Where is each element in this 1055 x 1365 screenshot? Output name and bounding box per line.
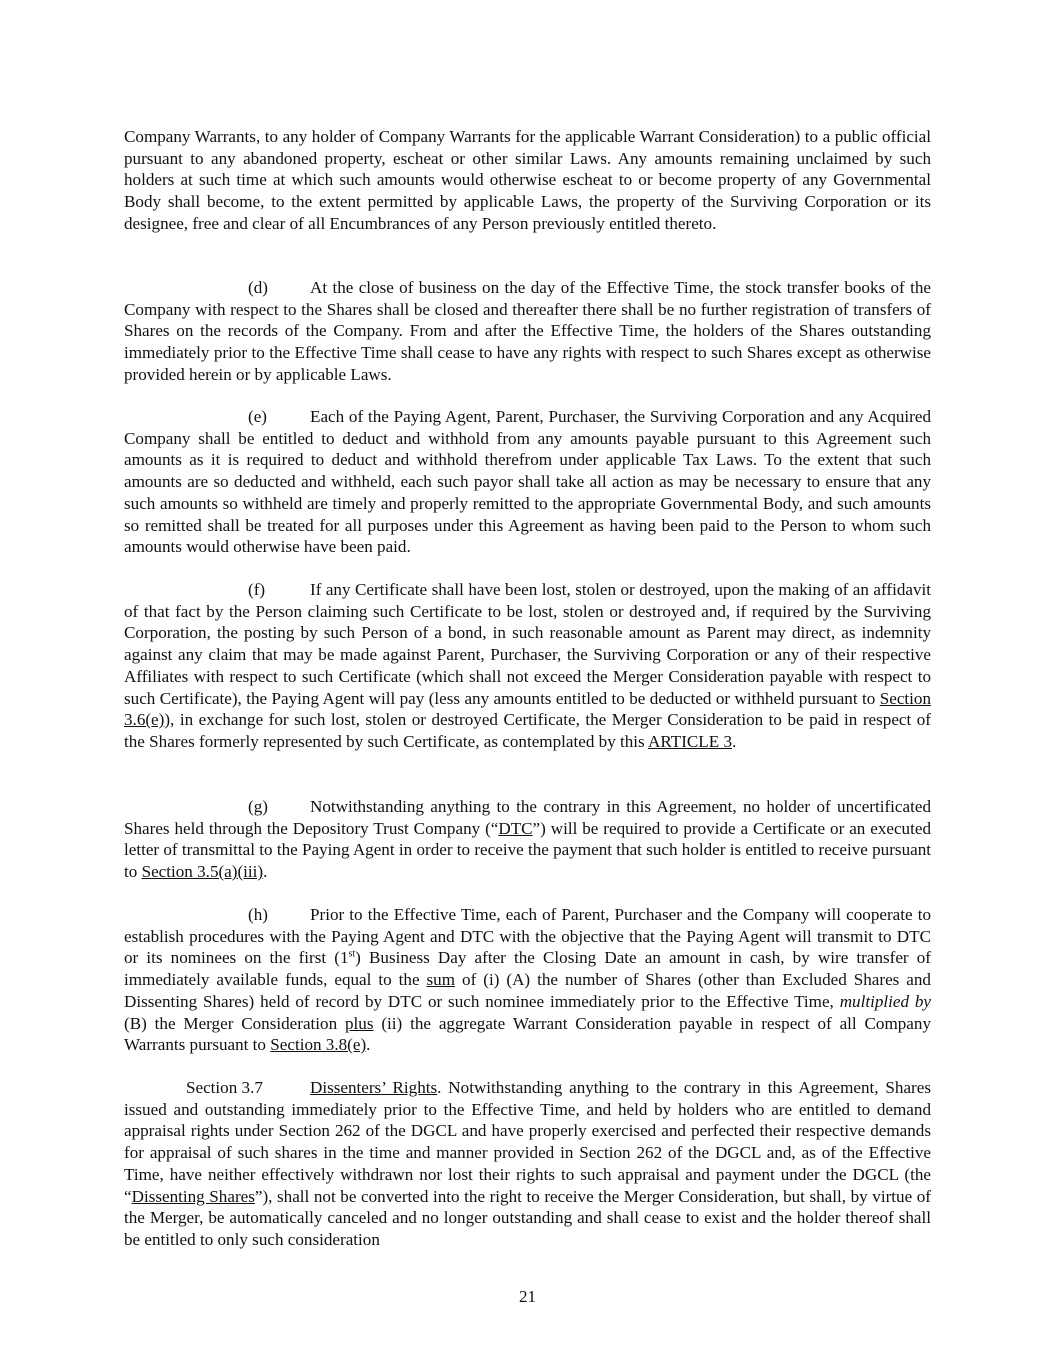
paragraph-h-text-3: of (i) (A) the number of Shares (other than Excluded Shares and Dissenting Shares) held of record by DTC or such nominee immediately prior to the Effective Time, bbox=[124, 970, 931, 1011]
paragraph-h bbox=[124, 904, 931, 1056]
paragraph-g-text-cont: ”) will be required to provide a Certificate or an executed letter of transmittal to the Paying Agent in order to receive the payment that such holder is entitled to receive pursuant to bbox=[124, 818, 931, 882]
section-3-7 bbox=[124, 1077, 931, 1251]
section-3-7-number: Section 3.7 bbox=[186, 1078, 263, 1097]
paragraph-f bbox=[124, 579, 931, 753]
multiplied-by-term: multiplied by bbox=[839, 991, 931, 1011]
article-3-link[interactable]: ARTICLE 3 bbox=[648, 731, 733, 751]
paragraph-h-text-5: (ii) the aggregate Warrant Consideration payable in respect of all Company Warrants pursuant to bbox=[124, 1013, 931, 1055]
paragraph-g-label: (g) bbox=[248, 797, 268, 816]
paragraph-f-text: If any Certificate shall have been lost, stolen or destroyed, upon the making of an affidavit of that fact by the Person claiming such Certificate to be lost, stolen or destroyed and, if required by the Surviving Corporation, the posting by such Person of a bond, in such reasonable amount as Parent may direct, as indemnity against any claim that may be made against Parent, Purchaser, the Surviving Corporation or any of their respective Affiliates with respect to such Certificate (which shall not exceed the Merger Consideration payable with respect to such Certificate), the Paying Agent will pay (less any amounts entitled to be deducted or withheld pursuant to bbox=[124, 580, 931, 708]
first-superscript: st bbox=[348, 948, 356, 960]
dissenting-shares-defined-term: Dissenting Shares bbox=[131, 1186, 255, 1206]
paragraph-e bbox=[124, 406, 931, 558]
section-3-6e-link[interactable]: Section 3.6(e) bbox=[124, 688, 931, 730]
paragraph-h-text-2: ) Business Day after the Closing Date an amount in cash, by wire transfer of immediately available funds, equal to the bbox=[124, 948, 931, 990]
paragraph-d-text: At the close of business on the day of the Effective Time, the stock transfer books of the Company with respect to the Shares shall be closed and thereafter there shall be no further registration of transfers of Shares on the records of the Company. From and after the Effective Time, the holders of the Shares outstanding immediately prior to the Effective Time shall cease to have any rights with respect to such Shares except as otherwise provided herein or by applicable Laws. bbox=[124, 278, 931, 384]
page-number: 21 bbox=[518, 1287, 537, 1306]
paragraph-g bbox=[124, 796, 931, 883]
paragraph-e-text: Each of the Paying Agent, Parent, Purchaser, the Surviving Corporation and any Acquired Company shall be entitled to deduct and withhold from any amounts payable pursuant to this Agreement such amounts as it is required to deduct and withhold therefrom under applicable Tax Laws. To the extent that such amounts are so deducted and withheld, each such payor shall take all action as may be necessary to ensure that any such amounts so withheld are timely and properly remitted to the appropriate Governmental Body, and such amounts so remitted shall be treated for all purposes under this Agreement as having been paid to the Person to whom such amounts would otherwise have been paid. bbox=[124, 407, 931, 557]
paragraph-f-text-end: . bbox=[732, 731, 737, 751]
paragraph-h-text-4: (B) the Merger Consideration bbox=[124, 1013, 345, 1033]
paragraph-h-label: (h) bbox=[248, 905, 268, 924]
paragraph-f-label: (f) bbox=[248, 580, 266, 599]
section-3-7-text-cont: ”), shall not be converted into the right to receive the Merger Consideration, but shall, by virtue of the Merger, be automatically canceled and no longer outstanding and shall cease to exist and the holder thereof shall be entitled to only such consideration bbox=[124, 1186, 931, 1249]
paragraph-e-label: (e) bbox=[248, 407, 267, 426]
plus-term: plus bbox=[345, 1013, 374, 1033]
paragraph-f-text-cont: ), in exchange for such lost, stolen or destroyed Certificate, the Merger Consideration to be paid in respect of the Shares formerly represented by such Certificate, as contemplated by this bbox=[124, 710, 931, 751]
paragraph-g-text: Notwithstanding anything to the contrary in this Agreement, no holder of uncertificated Shares held through the Depository Trust Company (“ bbox=[124, 797, 931, 838]
paragraph-d-label: (d) bbox=[248, 278, 268, 297]
continuation-paragraph bbox=[124, 126, 931, 235]
paragraph-h-text: Prior to the Effective Time, each of Parent, Purchaser and the Company will cooperate to establish procedures with the Paying Agent and DTC with the objective that the Paying Agent will transmit to DTC or its nominees on the first (1 bbox=[124, 905, 931, 968]
section-3-7-heading: Dissenters’ Rights bbox=[310, 1078, 438, 1097]
section-3-7-text: . Notwithstanding anything to the contrary in this Agreement, Shares issued and outstanding immediately prior to the Effective Time, and held by holders who are entitled to demand appraisal rights under Section 262 of the DGCL and have properly exercised and perfected their respective demands for appraisal of such shares in the time and manner provided in Section 262 of the DGCL and, as of the Effective Time, have neither effectively withdrawn nor lost their rights to such appraisal and payment under the DGCL (the “ bbox=[124, 1078, 931, 1206]
paragraph-h-text-end: . bbox=[366, 1035, 371, 1055]
continuation-text: Company Warrants, to any holder of Company Warrants for the applicable Warrant Consideration) to a public official pursuant to any abandoned property, escheat or other similar Laws. Any amounts remaining unclaimed by such holders at such time at which such amounts would otherwise escheat to or become property of any Governmental Body shall become, to the extent permitted by applicable Laws, the property of the Surviving Corporation or its designee, free and clear of all Encumbrances of any Person previously entitled thereto. bbox=[124, 127, 931, 233]
paragraph-g-text-end: . bbox=[263, 862, 268, 882]
section-3-8e-link[interactable]: Section 3.8(e) bbox=[270, 1035, 367, 1055]
dtc-defined-term: DTC bbox=[498, 818, 533, 838]
paragraph-d bbox=[124, 277, 931, 386]
section-3-5aiii-link[interactable]: Section 3.5(a)(iii) bbox=[141, 862, 264, 882]
sum-term: sum bbox=[426, 970, 456, 990]
